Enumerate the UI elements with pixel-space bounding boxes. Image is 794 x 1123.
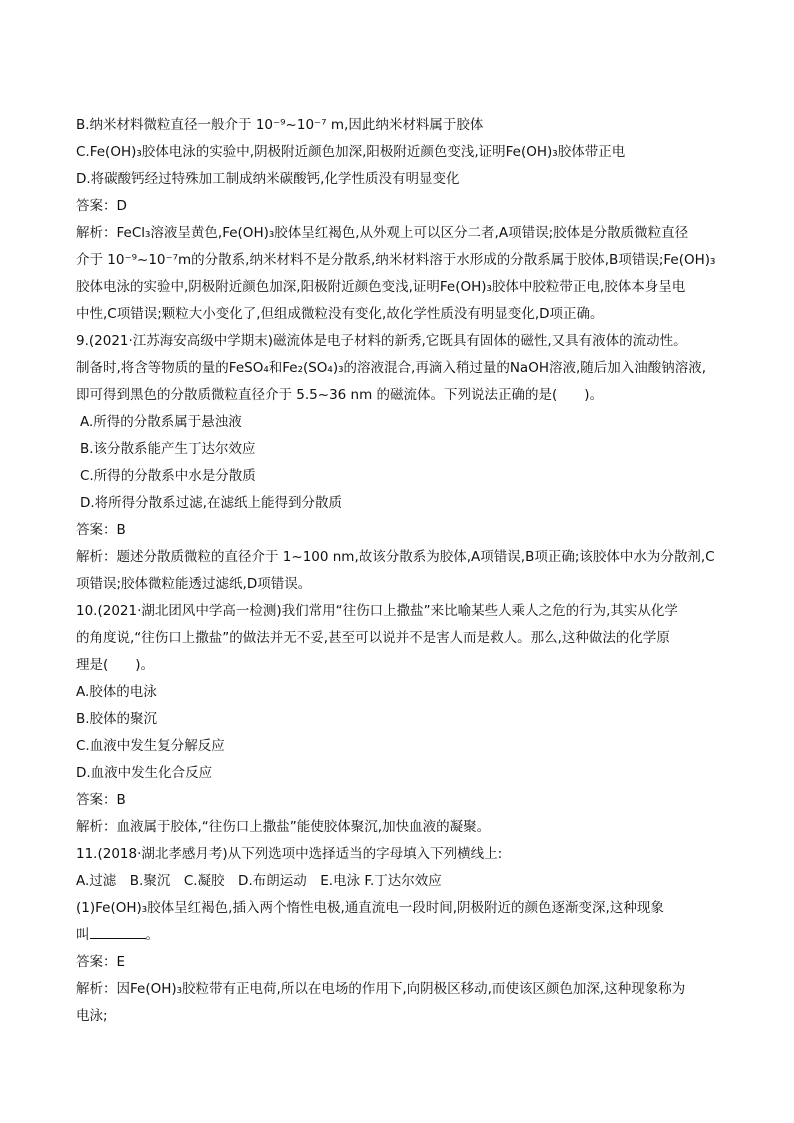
q11-answer: 答案：E: [76, 954, 126, 970]
q8-option-c: C.Fe(OH)₃胶体电泳的实验中,阴极附近颜色加深,阳极附近颜色变浅,证明Fe(OH)₃胶体带正电: [76, 144, 626, 160]
q9-stem-line-1: 9.(2021·江苏海安高级中学期末)磁流体是电子材料的新秀,它既具有固体的磁性,又具有液体的流动性。: [76, 333, 687, 349]
q9-stem-line-2: 制备时,将含等物质的量的FeSO₄和Fe₂(SO₄)₃的溶液混合,再滴入稍过量的NaOH溶液,随后加入油酸钠溶液,: [76, 360, 707, 376]
q11-sub1-blank[interactable]: [90, 926, 146, 939]
q10-option-d: D.血液中发生化合反应: [76, 765, 213, 781]
q11-sub1-suffix: 。: [145, 927, 159, 943]
q11-sub1-line-1: (1)Fe(OH)₃胶体呈红褐色,插入两个惰性电极,通直流电一段时间,阴极附近的颜色逐渐变深,这种现象: [76, 900, 664, 916]
q9-explanation-line-2: 项错误;胶体微粒能透过滤纸,D项错误。: [76, 576, 312, 592]
q9-option-a: A.所得的分散系属于悬浊液: [80, 414, 242, 430]
q9-option-c: C.所得的分散系中水是分散质: [80, 468, 256, 484]
q9-stem-line-3: 即可得到黑色的分散质微粒直径介于 5.5~36 nm 的磁流体。下列说法正确的是( )。: [76, 387, 604, 403]
q11-stem: 11.(2018·湖北孝感月考)从下列选项中选择适当的字母填入下列横线上:: [76, 846, 503, 862]
q10-stem-line-3: 理是( )。: [76, 657, 155, 673]
q8-option-b: B.纳米材料微粒直径一般介于 10⁻⁹~10⁻⁷ m,因此纳米材料属于胶体: [76, 117, 484, 133]
q8-explanation-line-4: 中性,C项错误;颗粒大小变化了,但组成微粒没有变化,故化学性质没有明显变化,D项正确。: [76, 306, 604, 322]
q11-explanation-line-2: 电泳;: [76, 1008, 108, 1024]
q8-explanation-line-3: 胶体电泳的实验中,阴极附近颜色加深,阳极附近颜色变浅,证明Fe(OH)₃胶体中胶粒带正电,胶体本身呈电: [76, 279, 686, 295]
q10-answer: 答案：B: [76, 792, 126, 808]
q8-option-d: D.将碳酸钙经过特殊加工制成纳米碳酸钙,化学性质没有明显变化: [76, 171, 460, 187]
q10-stem-line-2: 的角度说,“往伤口上撒盐”的做法并无不妥,甚至可以说并不是害人而是救人。那么,这种做法的化学原: [76, 630, 670, 646]
q10-stem-line-1: 10.(2021·湖北团风中学高一检测)我们常用“往伤口上撒盐”来比喻某些人乘人之危的行为,其实从化学: [76, 603, 678, 619]
q10-explanation: 解析：血液属于胶体,“往伤口上撒盐”能使胶体聚沉,加快血液的凝聚。: [76, 819, 491, 835]
q9-option-d: D.将所得分散系过滤,在滤纸上能得到分散质: [80, 495, 342, 511]
q11-options: A.过滤 B.聚沉 C.凝胶 D.布朗运动 E.电泳 F.丁达尔效应: [76, 873, 442, 889]
q9-answer: 答案：B: [76, 522, 126, 538]
q8-answer: 答案：D: [76, 198, 127, 214]
q9-option-b: B.该分散系能产生丁达尔效应: [80, 441, 256, 457]
q11-sub1-prefix: 叫: [76, 927, 90, 943]
q10-option-a: A.胶体的电泳: [76, 684, 157, 700]
q9-explanation-line-1: 解析：题述分散质微粒的直径介于 1~100 nm,故该分散系为胶体,A项错误,B项正确;该胶体中水为分散剂,C: [76, 549, 715, 565]
q8-explanation-line-1: 解析：FeCl₃溶液呈黄色,Fe(OH)₃胶体呈红褐色,从外观上可以区分二者,A项错误;胶体是分散质微粒直径: [76, 225, 689, 241]
q10-option-c: C.血液中发生复分解反应: [76, 738, 225, 754]
q11-sub1-line-2: [76, 926, 754, 944]
q11-explanation-line-1: 解析：因Fe(OH)₃胶粒带有正电荷,所以在电场的作用下,向阴极区移动,而使该区颜色加深,这种现象称为: [76, 981, 686, 997]
q8-explanation-line-2: 介于 10⁻⁹~10⁻⁷m的分散系,纳米材料不是分散系,纳米材料溶于水形成的分散系属于胶体,B项错误;Fe(OH)₃: [76, 252, 716, 268]
q10-option-b: B.胶体的聚沉: [76, 711, 158, 727]
